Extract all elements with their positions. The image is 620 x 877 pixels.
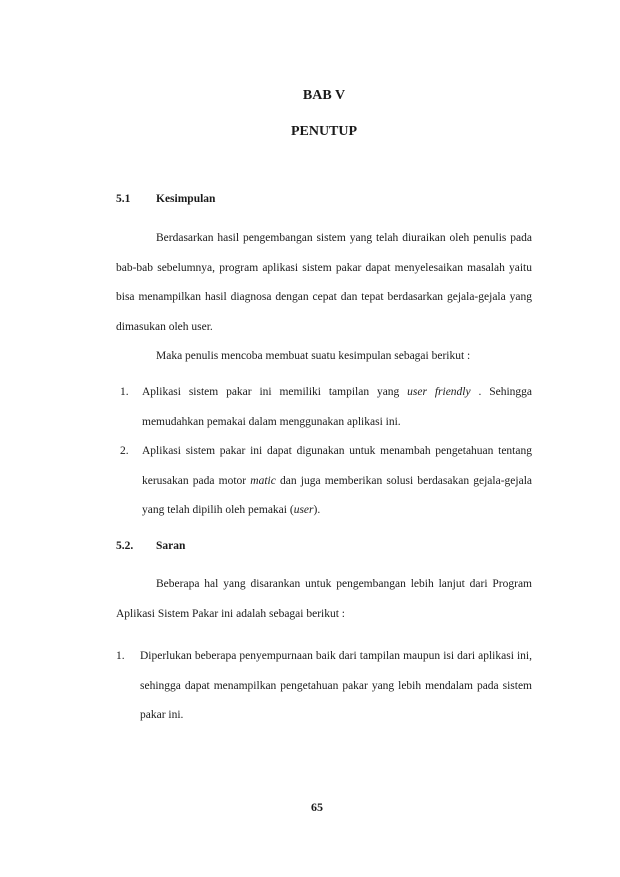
list-marker: 1. (120, 386, 129, 398)
list-item (116, 378, 532, 437)
list-text: dan juga memberikan solusi berdasakan gejala-gejala yang telah dipilih oleh pemakai ( (142, 474, 532, 516)
list-text: Aplikasi sistem pakar ini memiliki tampilan yang (142, 386, 408, 398)
list-marker: 2. (120, 445, 129, 457)
section-title: Kesimpulan (156, 193, 216, 205)
list-text: ). (313, 504, 321, 516)
list-emphasis: matic (250, 474, 276, 487)
list-emphasis: user friendly (407, 386, 471, 398)
list-item (116, 642, 532, 731)
section-heading-saran (116, 540, 185, 552)
chapter-title: PENUTUP (290, 124, 358, 139)
list-item (116, 437, 532, 526)
saran-paragraph: Beberapa hal yang disarankan untuk pengembangan lebih lanjut dari Program Aplikasi Sistem Pakar ini adalah sebagai berikut : (116, 578, 532, 620)
kesimpulan-paragraph: Berdasarkan hasil pengembangan sistem yang telah diuraikan oleh penulis pada bab-bab sebelumnya, program aplikasi sistem pakar dapat menyelesaikan masalah yaitu bisa menampilkan hasil diagnosa dengan cepat dan tepat berdasarkan gejala-gejala yang dimasukan oleh user. (116, 232, 532, 333)
section-title: Saran (156, 540, 186, 552)
list-text: . Sehingga memudahkan pemakai dalam menggunakan aplikasi ini. (142, 386, 532, 428)
page-number: 65 (311, 800, 323, 814)
list-emphasis: user (293, 504, 314, 516)
list-text: Diperlukan beberapa penyempurnaan baik dari tampilan maupun isi dari aplikasi ini, sehingga dapat menampilkan pengetahuan pakar yang lebih mendalam pada sistem pakar ini. (140, 650, 532, 721)
section-number: 5.1 (116, 193, 131, 205)
section-heading-kesimpulan (116, 193, 215, 205)
list-text: Aplikasi sistem pakar ini dapat digunakan untuk menambah pengetahuan tentang kerusakan pada motor (142, 445, 532, 487)
saran-list (116, 642, 532, 731)
kesimpulan-intro: Maka penulis mencoba membuat suatu kesimpulan sebagai berikut : (156, 350, 471, 362)
chapter-number: BAB V (302, 88, 346, 103)
list-marker: 1. (116, 650, 125, 662)
kesimpulan-list (116, 378, 532, 526)
section-number: 5.2. (116, 540, 134, 552)
